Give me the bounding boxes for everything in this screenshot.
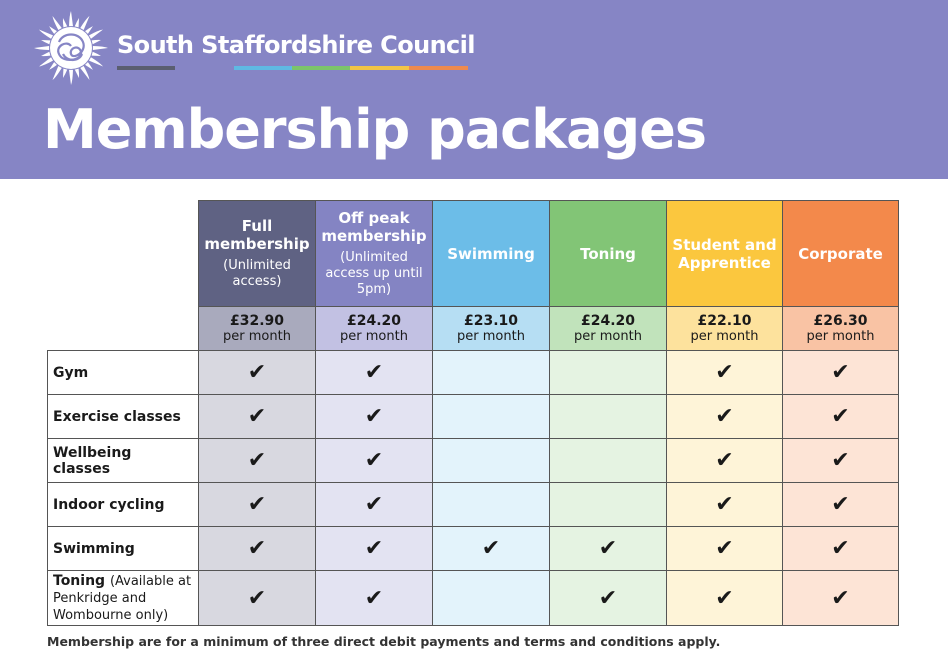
check-mark-icon: ✔ — [364, 404, 384, 429]
check-cell — [783, 571, 899, 626]
brand-stripe-segment — [350, 66, 409, 70]
feature-label — [48, 483, 199, 527]
check-cell — [199, 527, 316, 571]
check-cell — [550, 527, 667, 571]
price-amount: £32.90 — [229, 313, 285, 329]
empty-cell — [433, 395, 550, 439]
check-mark-icon: ✔ — [715, 536, 734, 561]
check-mark-icon: ✔ — [364, 448, 384, 473]
feature-name: Wellbeing classes — [53, 444, 132, 477]
table-corner-blank — [48, 201, 199, 307]
check-cell — [783, 351, 899, 395]
table-row — [48, 527, 899, 571]
check-cell — [199, 395, 316, 439]
feature-name: Exercise classes — [53, 408, 181, 425]
check-mark-icon: ✔ — [831, 585, 850, 611]
price-amount: £22.10 — [697, 313, 752, 329]
price-cell — [550, 307, 667, 351]
check-mark-icon: ✔ — [715, 404, 734, 429]
membership-table — [47, 200, 899, 626]
check-cell — [316, 395, 433, 439]
empty-cell — [433, 571, 550, 626]
footnote: Membership are for a minimum of three direct debit payments and terms and conditions apply. — [47, 634, 721, 649]
package-title: Swimming — [447, 244, 535, 263]
check-cell — [316, 571, 433, 626]
council-name: South Staffordshire Council — [117, 31, 475, 59]
empty-cell — [433, 351, 550, 395]
check-mark-icon: ✔ — [831, 448, 850, 473]
feature-name: Swimming — [53, 540, 135, 557]
table-row — [48, 571, 899, 626]
check-cell — [199, 483, 316, 527]
price-period: per month — [574, 329, 642, 344]
package-title: Off peak membership — [321, 209, 427, 245]
package-header-full — [199, 201, 316, 307]
package-header-student — [667, 201, 783, 307]
check-cell — [316, 351, 433, 395]
feature-label — [48, 395, 199, 439]
package-subtitle: (Unlimited access up until 5pm) — [325, 250, 423, 297]
check-cell — [783, 439, 899, 483]
check-cell — [667, 439, 783, 483]
brand-stripe-segment — [292, 66, 350, 70]
package-title: Corporate — [798, 244, 883, 263]
sun-knot-emblem-icon — [33, 10, 109, 86]
check-mark-icon: ✔ — [715, 360, 734, 385]
price-period: per month — [690, 329, 759, 344]
table-corner-blank — [48, 307, 199, 351]
check-cell — [783, 483, 899, 527]
empty-cell — [433, 439, 550, 483]
table-row — [48, 395, 899, 439]
check-mark-icon: ✔ — [364, 492, 384, 517]
package-header-toning — [550, 201, 667, 307]
price-amount: £24.20 — [580, 313, 636, 329]
check-mark-icon: ✔ — [831, 492, 850, 517]
feature-note: (Available at Penkridge and Wombourne only) — [53, 573, 192, 623]
brand-stripe-segment — [234, 66, 292, 70]
feature-name: Toning — [53, 572, 106, 589]
check-cell — [667, 571, 783, 626]
check-mark-icon: ✔ — [831, 404, 850, 429]
package-header-off-peak — [316, 201, 433, 307]
table-row — [48, 351, 899, 395]
price-amount: £23.10 — [463, 313, 519, 329]
price-period: per month — [223, 329, 291, 344]
package-header-row — [48, 201, 899, 307]
check-cell — [199, 439, 316, 483]
check-mark-icon: ✔ — [598, 536, 618, 561]
table-row — [48, 483, 899, 527]
package-title: Toning — [580, 244, 636, 263]
check-mark-icon: ✔ — [831, 360, 850, 385]
header-banner — [0, 0, 948, 179]
feature-label — [48, 439, 199, 483]
check-mark-icon: ✔ — [831, 536, 850, 561]
check-mark-icon: ✔ — [598, 585, 618, 611]
price-cell — [433, 307, 550, 351]
brand-stripe-segment — [117, 66, 175, 70]
package-title: Full membership — [204, 217, 310, 253]
check-mark-icon: ✔ — [247, 536, 267, 561]
price-cell — [783, 307, 899, 351]
check-cell — [199, 571, 316, 626]
check-cell — [550, 571, 667, 626]
empty-cell — [550, 483, 667, 527]
price-cell — [316, 307, 433, 351]
price-period: per month — [340, 329, 408, 344]
check-mark-icon: ✔ — [247, 360, 267, 385]
empty-cell — [550, 395, 667, 439]
check-cell — [316, 439, 433, 483]
check-mark-icon: ✔ — [715, 585, 734, 611]
check-mark-icon: ✔ — [247, 492, 267, 517]
price-amount: £24.20 — [346, 313, 402, 329]
check-cell — [667, 351, 783, 395]
page-title: Membership packages — [43, 98, 706, 161]
check-cell — [783, 395, 899, 439]
brand-stripe-segment — [409, 66, 468, 70]
check-mark-icon: ✔ — [715, 492, 734, 517]
price-period: per month — [457, 329, 525, 344]
package-title: Student and Apprentice — [672, 235, 777, 272]
feature-label — [48, 351, 199, 395]
feature-label — [48, 571, 199, 626]
package-header-corporate — [783, 201, 899, 307]
check-cell — [783, 527, 899, 571]
check-mark-icon: ✔ — [364, 536, 384, 561]
feature-name: Gym — [53, 364, 89, 381]
package-subtitle: (Unlimited access) — [223, 258, 291, 289]
feature-name: Indoor cycling — [53, 496, 165, 513]
feature-rows — [48, 351, 899, 626]
check-mark-icon: ✔ — [247, 585, 267, 611]
check-mark-icon: ✔ — [247, 448, 267, 473]
feature-label — [48, 527, 199, 571]
empty-cell — [550, 351, 667, 395]
check-cell — [433, 527, 550, 571]
check-cell — [667, 395, 783, 439]
check-cell — [667, 527, 783, 571]
check-mark-icon: ✔ — [715, 448, 734, 473]
table-row — [48, 439, 899, 483]
check-cell — [199, 351, 316, 395]
check-mark-icon: ✔ — [364, 360, 384, 385]
package-header-swimming — [433, 201, 550, 307]
price-row — [48, 307, 899, 351]
check-mark-icon: ✔ — [247, 404, 267, 429]
price-amount: £26.30 — [813, 313, 868, 329]
price-period: per month — [806, 329, 875, 344]
check-mark-icon: ✔ — [364, 585, 384, 611]
price-cell — [199, 307, 316, 351]
check-cell — [667, 483, 783, 527]
check-cell — [316, 527, 433, 571]
check-cell — [316, 483, 433, 527]
empty-cell — [433, 483, 550, 527]
empty-cell — [550, 439, 667, 483]
price-cell — [667, 307, 783, 351]
check-mark-icon: ✔ — [481, 536, 501, 561]
